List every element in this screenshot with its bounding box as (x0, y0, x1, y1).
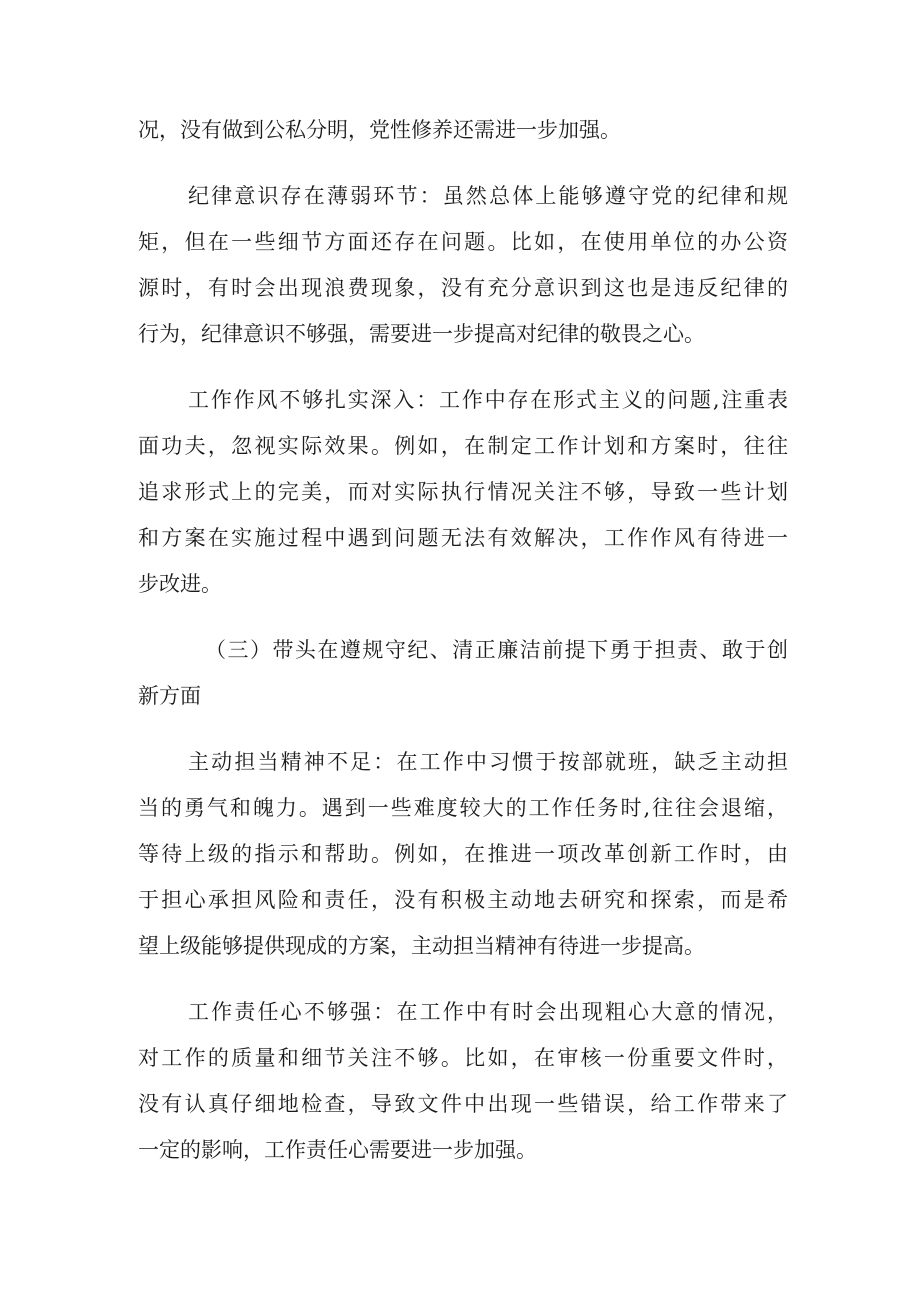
paragraph-line: 没有认真仔细地检查，导致文件中出现一些错误，给工作带来了 (138, 1092, 788, 1116)
section-heading: 新方面 (138, 684, 201, 708)
paragraph-line: 况，没有做到公私分明，党性修养还需进一步加强。 (138, 118, 621, 142)
paragraph-line: 对工作的质量和细节关注不够。比如，在审核一份重要文件时， (138, 1046, 788, 1070)
paragraph-line: 纪律意识存在薄弱环节：虽然总体上能够遵守党的纪律和规 (188, 184, 788, 208)
paragraph-line: 矩，但在一些细节方面还存在问题。比如，在使用单位的办公资 (138, 230, 788, 254)
paragraph-line: 一定的影响，工作责任心需要进一步加强。 (138, 1138, 537, 1162)
paragraph-line: 面功夫，忽视实际效果。例如，在制定工作计划和方案时，往往 (138, 434, 788, 458)
section-heading: （三）带头在遵规守纪、清正廉洁前提下勇于担责、敢于创 (205, 638, 788, 662)
paragraph-line: 主动担当精神不足：在工作中习惯于按部就班，缺乏主动担 (188, 750, 788, 774)
paragraph-line: 追求形式上的完美，而对实际执行情况关注不够，导致一些计划 (138, 480, 788, 504)
paragraph-line: 和方案在实施过程中遇到问题无法有效解决，工作作风有待进一 (138, 526, 788, 550)
paragraph-line: 工作作风不够扎实深入：工作中存在形式主义的问题,注重表 (188, 388, 788, 412)
paragraph-line: 望上级能够提供现成的方案，主动担当精神有待进一步提高。 (138, 934, 705, 958)
paragraph-line: 源时，有时会出现浪费现象，没有充分意识到这也是违反纪律的 (138, 276, 788, 300)
paragraph-line: 等待上级的指示和帮助。例如，在推进一项改革创新工作时，由 (138, 842, 788, 866)
paragraph-line: 于担心承担风险和责任，没有积极主动地去研究和探索，而是希 (138, 888, 788, 912)
paragraph-line: 步改进。 (138, 572, 222, 596)
paragraph-line: 行为，纪律意识不够强，需要进一步提高对纪律的敬畏之心。 (138, 322, 705, 346)
paragraph-line: 工作责任心不够强：在工作中有时会出现粗心大意的情况， (188, 1000, 788, 1024)
paragraph-line: 当的勇气和魄力。遇到一些难度较大的工作任务时,往往会退缩， (138, 796, 788, 820)
